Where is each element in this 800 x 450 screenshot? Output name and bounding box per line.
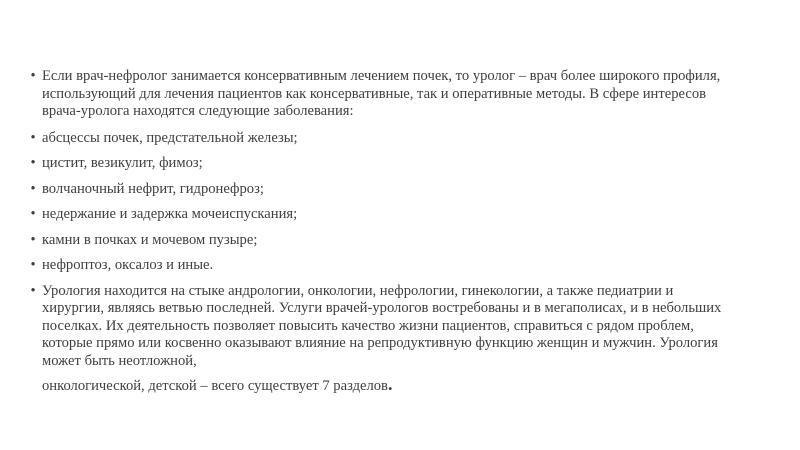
intro-paragraph xyxy=(26,68,726,121)
list-item-text: недержание и задержка мочеиспускания; xyxy=(42,206,298,222)
list-item xyxy=(26,181,726,199)
conclusion-paragraph xyxy=(26,283,726,396)
list-item-text: абсцессы почек, предстательной железы; xyxy=(42,129,298,146)
bullet-marker: • xyxy=(30,257,36,273)
conclusion-tail-text: онкологической, детской – всего существует 7 разделов xyxy=(42,378,388,394)
list-item xyxy=(26,232,726,250)
list-item xyxy=(26,257,726,275)
conclusion-tail xyxy=(42,376,726,396)
conclusion-text: Урология находится на стыке андрологии, онкологии, нефрологии, гинекологии, а также педиатрии и хирургии, являясь ветвью последней. Услуги врачей-урологов востребованы и в мегаполисах, и в небольших поселках. Их деятельность позволяет повысить качество жизни пациентов, справиться с рядом проблем, которые прямо или косвенно оказывают влияние на репродуктивную функцию женщин и мужчин. Урология может быть неотложной, xyxy=(42,282,722,369)
list-item-text: камни в почках и мочевом пузыре; xyxy=(42,231,258,248)
list-item xyxy=(26,130,726,148)
list-item-text: нефроптоз, оксалоз и иные. xyxy=(42,257,214,273)
list-item-text: волчаночный нефрит, гидронефроз; xyxy=(42,180,264,197)
bullet-marker: • xyxy=(30,68,36,84)
list-item xyxy=(26,206,726,224)
text-body xyxy=(26,68,726,404)
bullet-marker: • xyxy=(30,129,36,146)
list-item-text: цистит, везикулит, фимоз; xyxy=(42,155,203,171)
list-item xyxy=(26,155,726,173)
bullet-marker: • xyxy=(30,231,36,248)
bullet-marker: • xyxy=(30,155,36,171)
bullet-marker: • xyxy=(30,180,36,197)
bullet-marker: • xyxy=(30,206,36,222)
paragraph-text: Если врач-нефролог занимается консервативным лечением почек, то уролог – врач более широкого профиля, использующий для лечения пациентов как консервативные, так и оперативные методы. В сфере интересов врача-уролога находятся следующие заболевания: xyxy=(42,68,721,119)
final-period: . xyxy=(387,374,393,394)
bullet-marker: • xyxy=(30,282,36,299)
